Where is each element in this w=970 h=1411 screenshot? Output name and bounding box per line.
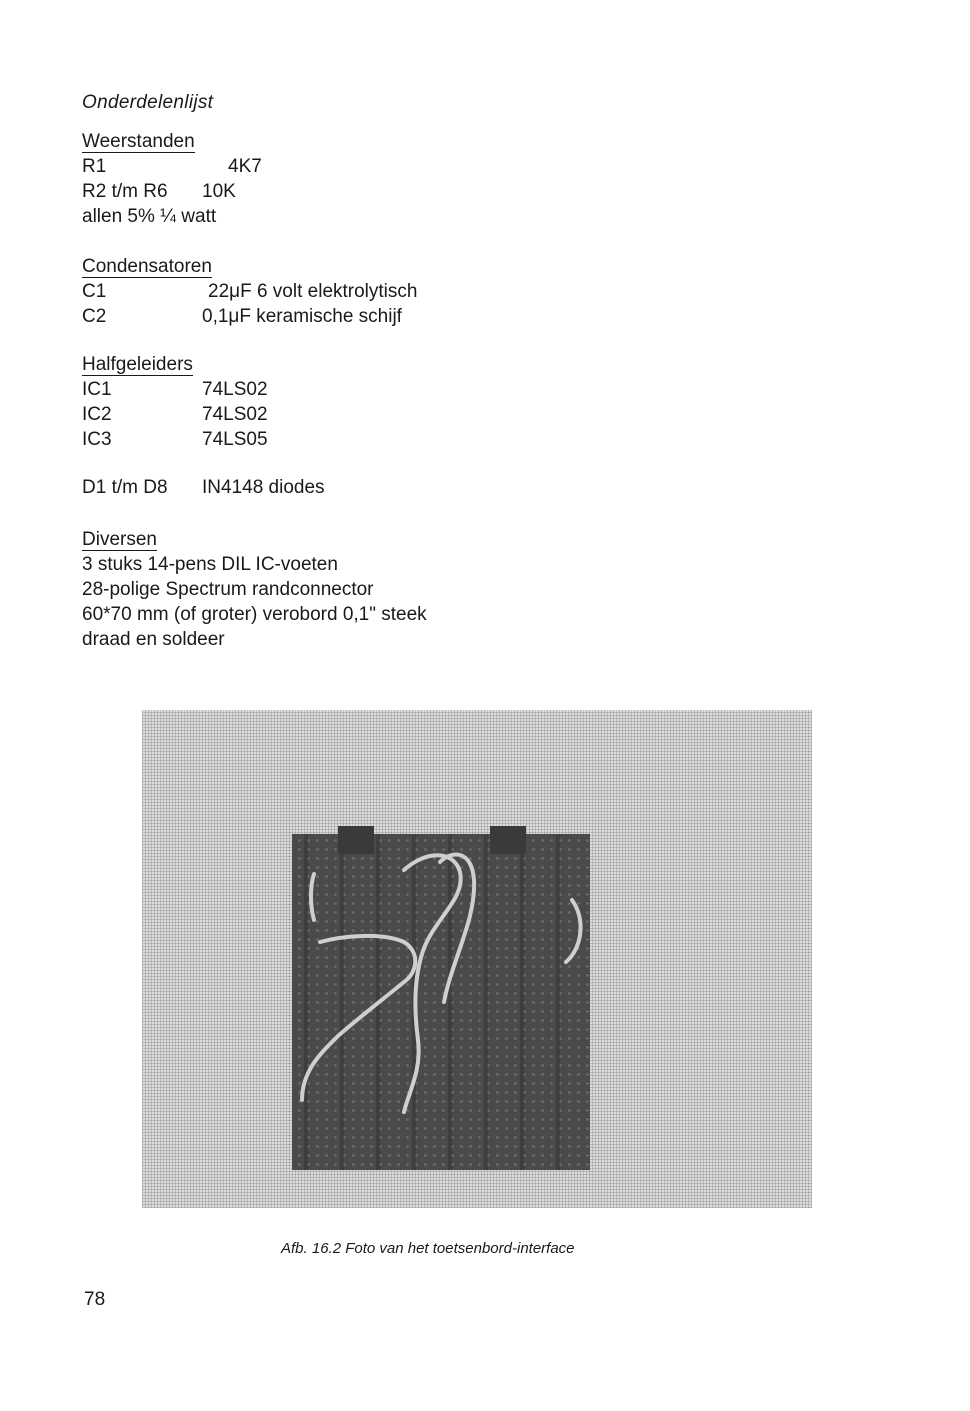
list-item: draad en soldeer xyxy=(82,629,225,650)
list-item: 3 stuks 14-pens DIL IC-voeten xyxy=(82,554,338,575)
miscellaneous-section xyxy=(82,527,427,652)
page-number: 78 xyxy=(84,1289,106,1310)
list-item: 60*70 mm (of groter) verobord 0,1" steek xyxy=(82,604,427,625)
list-row: R2 t/m R6 10K xyxy=(82,181,236,202)
resistors-heading: Weerstanden xyxy=(82,131,195,152)
capacitors-section xyxy=(82,254,418,329)
list-item: 28-polige Spectrum randconnector xyxy=(82,579,374,600)
resistors-section xyxy=(82,129,262,229)
ic-socket xyxy=(338,826,374,854)
ic-socket xyxy=(490,826,526,854)
resistors-note: allen 5% ¼ watt xyxy=(82,206,217,227)
parts-list-title: Onderdelenlijst xyxy=(82,92,214,113)
veroboard-illustration xyxy=(142,710,812,1208)
list-row: IC2 74LS02 xyxy=(82,404,268,425)
list-row: R1 4K7 xyxy=(82,156,262,177)
diodes-row: D1 t/m D8 IN4148 diodes xyxy=(82,477,325,498)
list-row: C1 22μF 6 volt elektrolytisch xyxy=(82,281,418,302)
semiconductors-heading: Halfgeleiders xyxy=(82,354,193,375)
list-row: IC3 74LS05 xyxy=(82,429,268,450)
veroboard xyxy=(292,834,590,1170)
list-row: C2 0,1μF keramische schijf xyxy=(82,306,402,327)
miscellaneous-heading: Diversen xyxy=(82,529,157,550)
circuit-board-photo xyxy=(142,710,812,1208)
heading-underline xyxy=(82,277,212,278)
heading-underline xyxy=(82,375,193,376)
heading-underline xyxy=(82,550,157,551)
figure-caption: Afb. 16.2 Foto van het toetsenbord-interface xyxy=(281,1240,575,1257)
semiconductors-section xyxy=(82,352,268,452)
heading-underline xyxy=(82,152,195,153)
capacitors-heading: Condensatoren xyxy=(82,256,212,277)
list-row: IC1 74LS02 xyxy=(82,379,268,400)
